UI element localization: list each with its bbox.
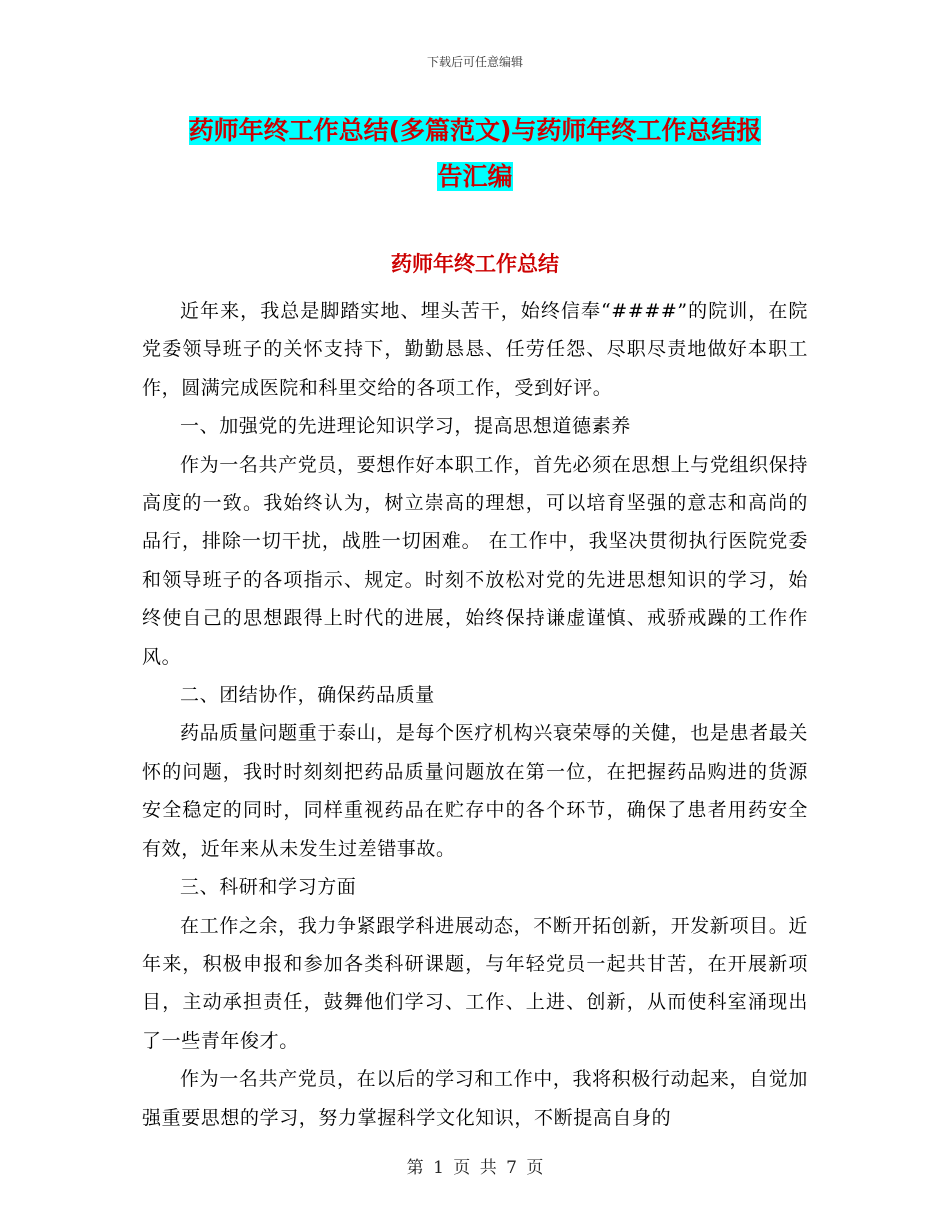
title-line-2: 告汇编: [437, 162, 513, 191]
title-line-1: 药师年终工作总结(多篇范文)与药师年终工作总结报: [188, 116, 762, 145]
paragraph: 药品质量问题重于泰山，是每个医疗机构兴衰荣辱的关健，也是患者最关怀的问题，我时时刻刻把药品质量问题放在第一位，在把握药品购进的货源安全稳定的同时，同样重视药品在贮存中的各个环节，确保了患者用药安全有效，近年来从未发生过差错事故。: [142, 722, 808, 860]
paragraph: 在工作之余，我力争紧跟学科进展动态，不断开拓创新，开发新项目。近年来，积极申报和参加各类科研课题，与年轻党员一起共甘苦，在开展新项目，主动承担责任，鼓舞他们学习、工作、上进、创新，从而使科室涌现出了一些青年俊才。: [142, 914, 808, 1052]
section-heading: 二、团结协作，确保药品质量: [180, 684, 435, 707]
paragraph: 近年来，我总是脚踏实地、埋头苦干，始终信奉“####”的院训，在院党委领导班子的关怀支持下，勤勤恳恳、任劳任怨、尽职尽责地做好本职工作，圆满完成医院和科里交给的各项工作，受到好评。: [142, 300, 808, 399]
section-title: 药师年终工作总结: [391, 252, 559, 276]
section-heading: 三、科研和学习方面: [180, 876, 357, 899]
section-heading: 一、加强党的先进理论知识学习，提高思想道德素养: [180, 415, 631, 438]
page-number-footer: 第 1 页 共 7 页: [406, 1158, 544, 1178]
paragraph: 作为一名共产党员，要想作好本职工作，首先必须在思想上与党组织保持高度的一致。我始终认为，树立崇高的理想，可以培育坚强的意志和高尚的品行，排除一切干扰，战胜一切困难。 在工作中，我坚决贯彻执行医院党委和领导班子的各项指示、规定。时刻不放松对党的先进思想知识的学习，始终使自己的思想跟得上时代的进展，始终保持谦虚谨慎、戒骄戒躁的工作作风。: [142, 453, 808, 668]
paragraph: 作为一名共产党员，在以后的学习和工作中，我将积极行动起来，自觉加强重要思想的学习，努力掌握科学文化知识，不断提高自身的: [142, 1068, 808, 1129]
document-title: [140, 108, 810, 200]
document-body: [142, 292, 808, 1137]
header-note: 下载后可任意编辑: [426, 55, 523, 69]
